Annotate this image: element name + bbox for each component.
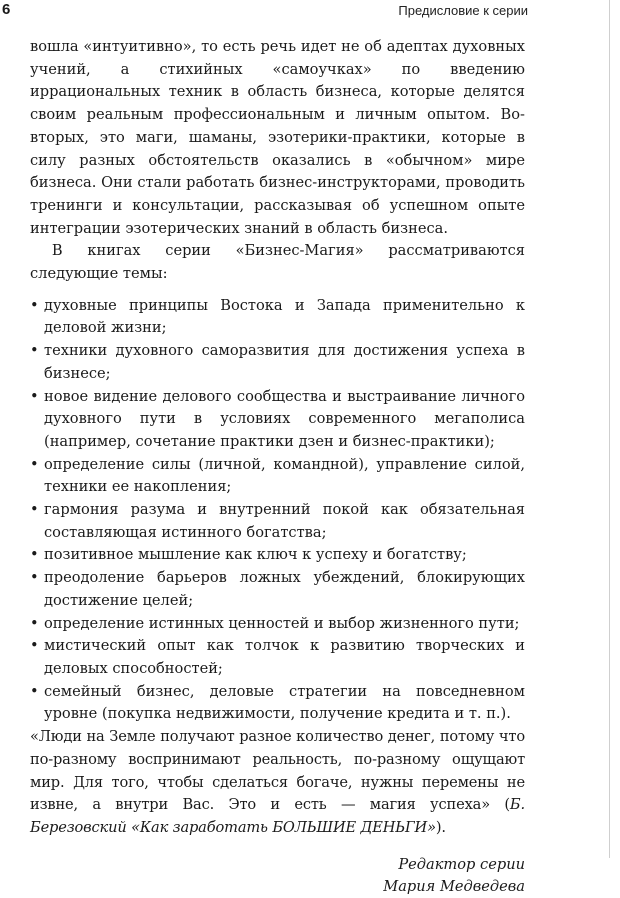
list-item: • гармония разума и внутренний покой как обязательная составляющая истинного богатства; <box>30 499 525 544</box>
list-item: • определение истинных ценностей и выбор жизненного пути; <box>30 613 525 636</box>
list-item: • определение силы (личной, командной), управление силой, техники ее накопления; <box>30 454 525 499</box>
list-item: • техники духовного саморазвития для достижения успеха в бизнесе; <box>30 340 525 385</box>
page-number: 6 <box>2 1 11 18</box>
quote-text: «Люди на Земле получают разное количество денег, потому что по-разному воспринимают реальность, по-разному ощущают мир. Для того, чтобы сделаться богаче, нужны перемены не извне, а внутри Вас. Это и есть — магия успеха» ( <box>30 728 525 814</box>
intro-paragraph: вошла «интуитивно», то есть речь идет не об адептах духовных учений, а стихийных «самоучках» по введению иррациональных техник в область бизнеса, которые делятся своим реальным профессиональным и личным опытом. Во-вторых, это маги, шаманы, эзотерики-практики, которые в силу разных обстоятельств оказались в «обычном» мире бизнеса. Они стали работать бизнес-инструкторами, проводить тренинги и консультации, рассказывая об успешном опыте интеграции эзотерических знаний в область бизнеса. <box>30 38 525 237</box>
page-body <box>30 36 525 898</box>
signature <box>30 854 525 898</box>
quote-source: Б. Березовский «Как заработать БОЛЬШИЕ ДЕНЬГИ» <box>30 796 525 836</box>
quote-close: ). <box>435 818 446 836</box>
signature-role: Редактор серии <box>398 855 525 873</box>
page-header <box>0 0 620 22</box>
list-item: • мистический опыт как толчок к развитию творческих и деловых способностей; <box>30 635 525 680</box>
list-item: • новое видение делового сообщества и выстраивание личного духовного пути в условиях современного мегаполиса (например, сочетание практики дзен и бизнес-практики); <box>30 386 525 454</box>
page-edge-rule <box>609 0 610 858</box>
running-head: Предисловие к серии <box>398 3 528 18</box>
topics-list <box>30 295 525 726</box>
signature-name: Мария Медведева <box>383 877 525 895</box>
closing-quote <box>30 726 525 840</box>
list-item: • преодоление барьеров ложных убеждений, блокирующих достижение целей; <box>30 567 525 612</box>
list-item: • позитивное мышление как ключ к успеху и богатству; <box>30 544 525 567</box>
topics-intro: В книгах серии «Бизнес-Магия» рассматриваются следующие темы: <box>30 242 525 283</box>
list-item: • семейный бизнес, деловые стратегии на повседневном уровне (покупка недвижимости, получение кредита и т. п.). <box>30 681 525 726</box>
list-item: • духовные принципы Востока и Запада применительно к деловой жизни; <box>30 295 525 340</box>
